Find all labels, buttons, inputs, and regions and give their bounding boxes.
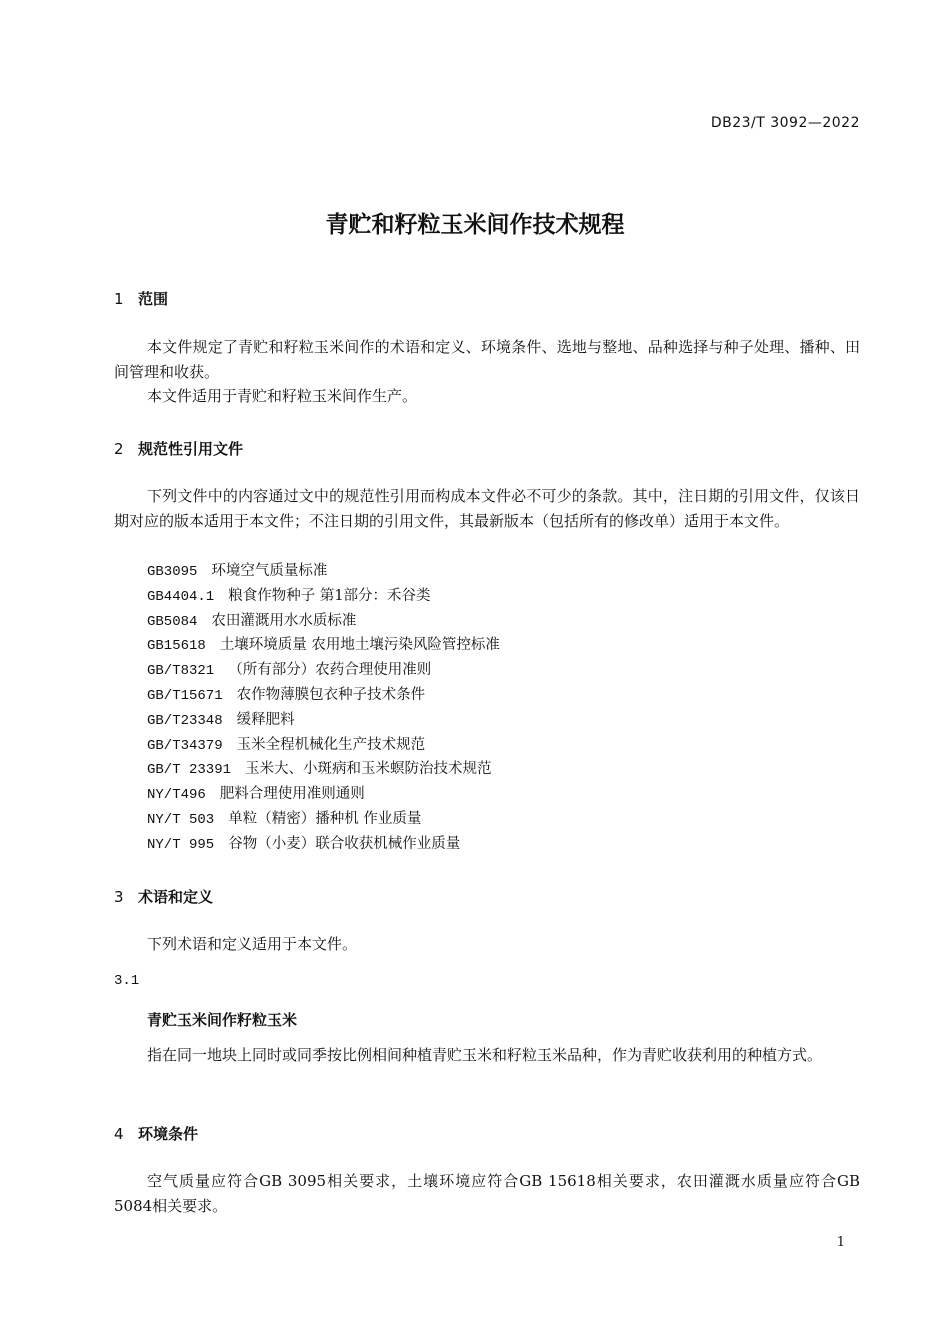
reference-title: 粮食作物种子 第1部分：禾谷类 (228, 587, 431, 604)
reference-item (147, 782, 500, 807)
reference-item (147, 832, 500, 857)
reference-code: GB/T23348 (147, 712, 223, 729)
reference-title: 缓释肥料 (236, 711, 295, 728)
reference-item (147, 708, 500, 733)
section-1-heading (114, 288, 168, 309)
reference-code: GB/T8321 (147, 663, 215, 680)
reference-title: 肥料合理使用准则通则 (219, 786, 365, 803)
reference-title: 玉米大、小斑病和玉米螟防治技术规范 (245, 761, 492, 778)
reference-title: 农作物薄膜包衣种子技术条件 (236, 686, 426, 703)
reference-title: （所有部分）农药合理使用准则 (228, 662, 432, 679)
term-definition-paragraph: 指在同一地块上同时或同季按比例相间种植青贮玉米和籽粒玉米品种，作为青贮收获利用的种植方式。 (147, 1046, 823, 1064)
document-title: 青贮和籽粒玉米间作技术规程 (325, 212, 625, 238)
terms-intro-paragraph: 下列术语和定义适用于本文件。 (147, 935, 358, 953)
reference-list (147, 559, 500, 857)
reference-title: 农田灌溉用水水质标准 (211, 612, 357, 629)
reference-title: 单粒（精密）播种机 作业质量 (228, 810, 422, 827)
reference-title: 土壤环境质量 农用地土壤污染风险管控标准 (219, 637, 500, 654)
environment-paragraph: 空气质量应符合GB 3095相关要求，土壤环境应符合GB 15618相关要求，农田灌溉水质量应符合GB 5084相关要求。 (114, 1172, 860, 1215)
reference-item (147, 559, 500, 584)
section-2-heading (114, 438, 243, 459)
reference-title: 环境空气质量标准 (211, 563, 328, 579)
reference-code: GB3095 (147, 564, 198, 580)
section-title: 规范性引用文件 (138, 440, 244, 458)
reference-item (147, 733, 500, 758)
section-title: 术语和定义 (138, 888, 214, 906)
document-code: DB23/T 3092—2022 (710, 115, 860, 131)
reference-code: NY/T496 (147, 787, 206, 804)
section-4-heading (114, 1123, 198, 1144)
term-heading: 青贮玉米间作籽粒玉米 (147, 1011, 298, 1029)
section-number: 4 (114, 1125, 124, 1143)
reference-item (147, 757, 500, 782)
reference-item (147, 658, 500, 683)
reference-item (147, 633, 500, 658)
section-number: 3 (114, 888, 124, 906)
reference-code: NY/T 995 (147, 836, 215, 853)
reference-code: GB4404.1 (147, 588, 215, 605)
reference-code: GB/T 23391 (147, 762, 232, 779)
section-number: 2 (114, 440, 124, 458)
section-title: 范围 (138, 290, 169, 308)
reference-code: GB/T15671 (147, 687, 223, 704)
reference-title: 谷物（小麦）联合收获机械作业质量 (228, 835, 461, 852)
scope-paragraph: 本文件规定了青贮和籽粒玉米间作的术语和定义、环境条件、选地与整地、品种选择与种子处理、播种、田间管理和收获。 (114, 338, 860, 381)
reference-item (147, 807, 500, 832)
reference-code: GB15618 (147, 638, 206, 655)
subsection-number: 3.1 (114, 973, 140, 989)
section-title: 环境条件 (138, 1125, 199, 1143)
reference-item (147, 683, 500, 708)
section-number: 1 (114, 290, 124, 308)
page-number: 1 (836, 1235, 845, 1250)
section-3-heading (114, 886, 213, 907)
scope-applicability-paragraph: 本文件适用于青贮和籽粒玉米间作生产。 (147, 387, 418, 405)
reference-item (147, 584, 500, 609)
reference-title: 玉米全程机械化生产技术规范 (236, 736, 426, 753)
normative-intro-paragraph: 下列文件中的内容通过文中的规范性引用而构成本文件必不可少的条款。其中，注日期的引用文件，仅该日期对应的版本适用于本文件；不注日期的引用文件，其最新版本（包括所有的修改单）适用于本文件。 (114, 487, 860, 530)
reference-code: NY/T 503 (147, 811, 215, 828)
reference-code: GB5084 (147, 613, 198, 630)
reference-item (147, 609, 500, 634)
reference-code: GB/T34379 (147, 737, 223, 754)
